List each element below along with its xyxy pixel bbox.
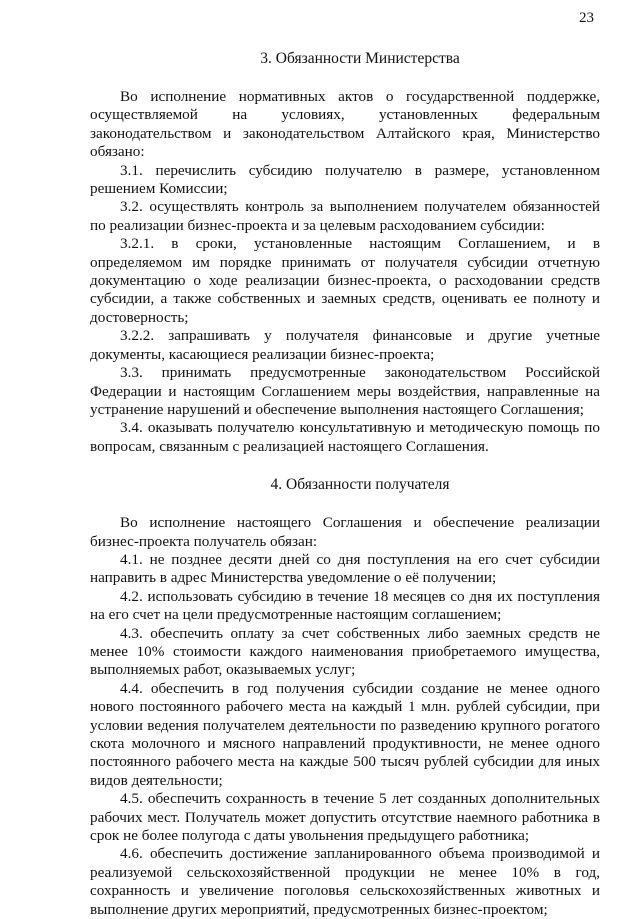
paragraph: 4.5. обеспечить сохранность в течение 5 лет созданных дополнительных рабочих мест. Получатель может допустить отсутствие наемного работника в срок не более полугода с даты увольнения предыдущего работника; <box>90 790 600 845</box>
section-ministry <box>90 88 600 456</box>
paragraph: 4.3. обеспечить оплату за счет собственных либо заемных средств не менее 10% стоимости каждого наименования приобретаемого имущества, выполняемых работ, оказываемых услуг; <box>90 624 600 679</box>
paragraph: 4.4. обеспечить в год получения субсидии создание не менее одного нового постоянного рабочего места на каждый 1 млн. рублей субсидии, при условии ведения получателем деятельности по разведению крупного рогатого скота молочного и мясного направлений продуктивности, не менее одного постоянного рабочего места на каждые 500 тысяч рублей субсидии для иных видов деятельности; <box>90 679 600 789</box>
paragraph: 4.2. использовать субсидию в течение 18 месяцев со дня их поступления на его счет на цели предусмотренные настоящим соглашением; <box>90 587 600 624</box>
section-recipient <box>90 514 600 919</box>
paragraph: 4.6. обеспечить достижение запланированного объема производимой и реализуемой сельскохозяйственной продукции не менее 10% в год, сохранность и увеличение поголовья сельскохозяйственных животных и выполнение других мероприятий, предусмотренных бизнес-проектом; <box>90 845 600 918</box>
section-heading-recipient: 4. Обязанности получателя <box>270 476 450 494</box>
paragraph: Во исполнение нормативных актов о государственной поддержке, осуществляемой на условиях, установленных федеральным законодательством и законодательством Алтайского края, Министерство обязано: <box>90 88 600 161</box>
paragraph: 3.4. оказывать получателю консультативную и методическую помощь по вопросам, связанным с реализацией настоящего Соглашения. <box>90 419 600 455</box>
paragraph: 3.2. осуществлять контроль за выполнением получателем обязанностей по реализации бизнес-проекта и за целевым расходованием субсидии: <box>90 198 600 234</box>
paragraph: 4.1. не позднее десяти дней со дня поступления на его счет субсидии направить в адрес Министерства уведомление о её получении; <box>90 550 600 587</box>
page-number: 23 <box>579 10 594 26</box>
paragraph: 3.3. принимать предусмотренные законодательством Российской Федерации и настоящим Соглашением меры воздействия, направленные на устранение нарушений и обеспечение выполнения настоящего Соглашения; <box>90 364 600 418</box>
paragraph: Во исполнение настоящего Соглашения и обеспечение реализации бизнес-проекта получатель обязан: <box>90 514 600 550</box>
section-heading-ministry: 3. Обязанности Министерства <box>260 50 460 67</box>
paragraph: 3.2.2. запрашивать у получателя финансовые и другие учетные документы, касающиеся реализации бизнес-проекта; <box>90 327 600 363</box>
paragraph: 3.2.1. в сроки, установленные настоящим Соглашением, и в определяемом им порядке принимать от получателя субсидии отчетную документацию о ходе реализации бизнес-проекта, о расходовании средств субсидии, а также собственных и заемных средств, оценивать ее полноту и достоверность; <box>90 235 600 326</box>
paragraph: 3.1. перечислить субсидию получателю в размере, установленном решением Комиссии; <box>90 161 600 198</box>
document-body <box>90 46 600 919</box>
